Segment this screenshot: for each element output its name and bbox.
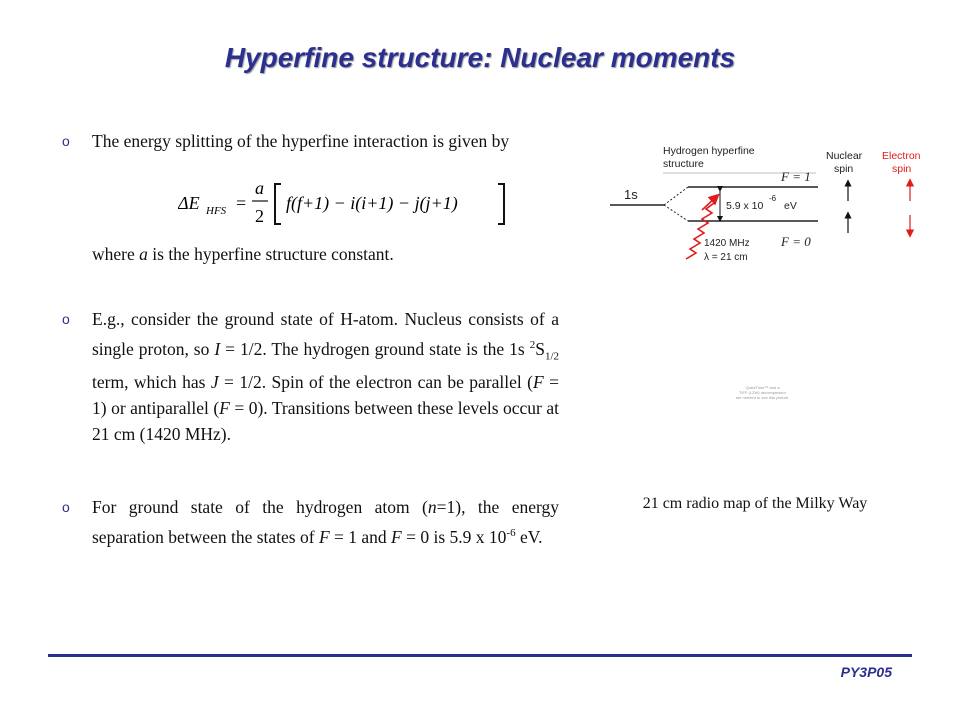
left-bracket — [275, 184, 281, 224]
bullet-energy-separation — [62, 494, 559, 550]
energy-gap-exp: -6 — [769, 194, 777, 203]
electron-spin-label-line1: Electron — [882, 150, 921, 162]
bullet-marker: o — [62, 499, 70, 515]
where-prefix: where — [92, 244, 140, 264]
nuclear-spin-label-line1: Nuclear — [826, 150, 863, 162]
F1-label: F = 1 — [781, 169, 811, 184]
photon-wave — [686, 203, 714, 259]
equation-lhs: ΔE — [178, 193, 200, 213]
split-lower — [664, 205, 688, 221]
level-1s-label: 1s — [624, 187, 638, 202]
nuclear-spin-label-line2: spin — [834, 163, 854, 175]
where-suffix: is the hyperfine structure constant. — [147, 244, 394, 264]
equation-lhs-sub: HFS — [206, 205, 227, 217]
right-bracket — [498, 184, 504, 224]
bullet-text: The energy splitting of the hyperfine interaction is given by — [92, 131, 510, 151]
image-placeholder: QuickTime™ and a TIFF (LZW) decompressor are needed to see this picture. — [735, 385, 790, 400]
bullet-marker: o — [62, 311, 70, 327]
bullet-marker: o — [62, 133, 70, 149]
bullet-hydrogen-ground-state — [62, 306, 559, 447]
equation-equals: = — [236, 193, 247, 213]
hyperfine-diagram — [606, 143, 931, 273]
hyperfine-constant-note — [92, 244, 394, 265]
equation-frac-num: a — [255, 178, 264, 198]
energy-gap-label: 5.9 x 10 — [726, 200, 764, 212]
energy-gap-unit: eV — [784, 200, 797, 212]
F0-label: F = 0 — [781, 234, 811, 249]
slide-title: Hyperfine structure: Nuclear moments — [224, 42, 736, 73]
equation-frac-den: 2 — [255, 206, 264, 226]
where-var: a — [139, 244, 148, 264]
footer-rule — [48, 654, 912, 657]
course-code: PY3P05 — [840, 664, 892, 680]
bullet-hyperfine-energy — [62, 128, 559, 154]
electron-spin-label-line2: spin — [892, 163, 912, 175]
diagram-title-line1: Hydrogen hyperfine — [663, 145, 755, 157]
hyperfine-equation — [178, 178, 518, 228]
bullet-text: For ground state of the hydrogen atom (n=1), the energy separation between the states of F = 1 and F = 0 is 5.9 x $10^{-6}$ eV. — [92, 497, 560, 547]
split-upper — [664, 187, 688, 205]
diagram-title-line2: structure — [663, 158, 704, 170]
milky-way-caption: 21 cm radio map of the Milky Way — [642, 495, 868, 512]
equation-bracket-body: f(f+1) − i(i+1) − j(j+1) — [286, 193, 458, 213]
frequency-label: 1420 MHz — [704, 238, 750, 249]
bullet-text: E.g., consider the ground state of H-atom. Nucleus consists of a single proton, so I = 1/2. The hydrogen ground state is the 1s $^2S_{1/2}$ term, which has J = 1/2. Spin of the electron can be parallel (F = 1) or antiparallel (F = 0). Transitions between these levels occur at 21 cm (1420 MHz). — [92, 309, 560, 445]
wavelength-label: λ = 21 cm — [704, 252, 748, 263]
